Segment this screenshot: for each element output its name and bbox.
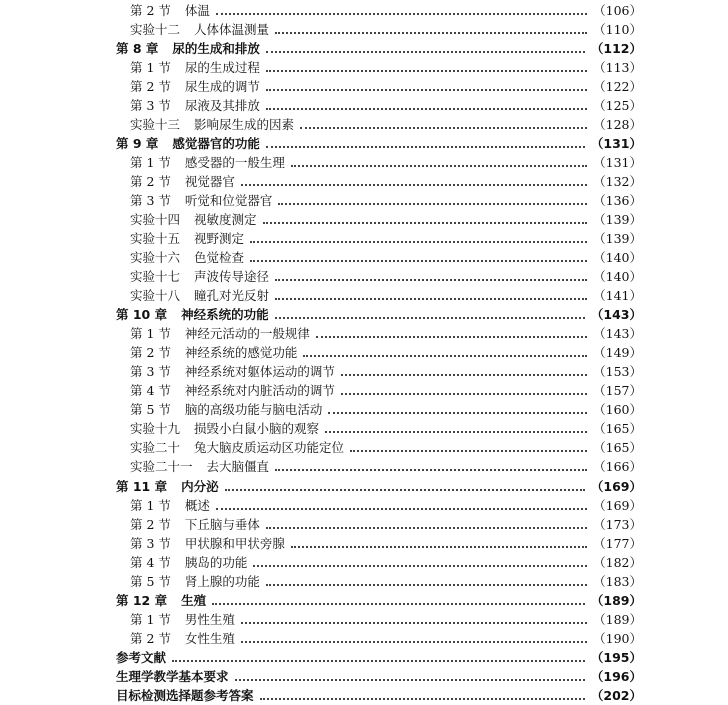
toc-page-number: （128） xyxy=(593,117,642,133)
dot-leader xyxy=(266,88,587,91)
toc-number: 第 2 节 xyxy=(130,630,171,646)
toc-title: 瞳孔对光反射 xyxy=(194,288,270,304)
toc-title: 色觉检查 xyxy=(194,250,245,266)
dot-leader xyxy=(212,602,585,605)
toc-title: 神经系统对内脏活动的调节 xyxy=(184,383,335,399)
dot-leader xyxy=(278,202,587,205)
dot-leader xyxy=(266,526,587,529)
toc-page-number: （202） xyxy=(590,687,642,703)
toc-section-row xyxy=(0,343,728,362)
toc-title: 甲状腺和甲状旁腺 xyxy=(184,535,285,551)
toc-chapter-row xyxy=(0,591,728,610)
toc-number: 第 1 节 xyxy=(130,60,171,76)
toc-chapter-row xyxy=(0,39,728,58)
toc-page-number: （140） xyxy=(593,269,642,285)
toc-label xyxy=(130,96,260,115)
toc-section-row xyxy=(0,96,728,115)
toc-number: 第 2 节 xyxy=(130,3,171,18)
toc-page-number: （177） xyxy=(593,535,642,551)
toc-label xyxy=(130,324,310,343)
dot-leader xyxy=(300,126,587,129)
toc-title: 胰岛的功能 xyxy=(184,554,248,570)
toc-label xyxy=(130,286,269,305)
toc-title: 脑的高级功能与脑电活动 xyxy=(184,402,323,418)
toc-section-row xyxy=(0,191,728,210)
toc-number: 第 5 节 xyxy=(130,402,171,418)
dot-leader xyxy=(275,278,587,281)
toc-label xyxy=(130,362,335,381)
toc-chapter-row xyxy=(0,477,728,496)
toc-number: 第 3 节 xyxy=(130,364,171,380)
toc-title: 听觉和位觉器官 xyxy=(184,193,273,209)
toc-title: 肾上腺的功能 xyxy=(184,573,260,589)
toc-title: 视觉器官 xyxy=(184,174,235,190)
dot-leader xyxy=(341,373,587,376)
dot-leader xyxy=(275,468,587,471)
dot-leader xyxy=(303,354,587,357)
toc-backmatter-row xyxy=(0,648,728,667)
dot-leader xyxy=(263,221,588,224)
toc-page-number: （196） xyxy=(590,668,642,684)
toc-title: 兔大脑皮质运动区功能定位 xyxy=(194,440,345,456)
dot-leader xyxy=(275,297,587,300)
toc-label xyxy=(130,267,269,286)
toc-section-row xyxy=(0,362,728,381)
toc-title: 感受器的一般生理 xyxy=(184,155,285,171)
dot-leader xyxy=(275,316,585,319)
toc-label xyxy=(130,229,244,248)
toc-label xyxy=(130,381,335,400)
toc-title: 神经系统的功能 xyxy=(181,307,269,323)
toc-section-row xyxy=(0,267,728,286)
toc-section-row xyxy=(0,210,728,229)
toc-title: 神经系统对躯体运动的调节 xyxy=(184,364,335,380)
toc-number: 第 9 章 xyxy=(116,136,159,152)
toc-number: 实验十三 xyxy=(130,117,181,133)
toc-page-number: （153） xyxy=(593,364,642,380)
toc-title: 视敏度测定 xyxy=(194,212,257,228)
toc-page-number: （132） xyxy=(593,174,642,190)
toc-backmatter-row xyxy=(0,686,728,705)
dot-leader xyxy=(250,259,587,262)
dot-leader xyxy=(266,69,587,72)
dot-leader xyxy=(253,564,587,567)
toc-page-number: （165） xyxy=(593,421,642,437)
toc-page-number: （143） xyxy=(593,326,642,342)
toc-title: 体温 xyxy=(184,3,210,18)
toc-backmatter-row xyxy=(0,667,728,686)
toc-label xyxy=(130,457,269,476)
toc-page-number: （110） xyxy=(593,22,642,38)
toc-page-number: （125） xyxy=(593,98,642,114)
toc-title: 参考文献 xyxy=(116,649,167,665)
toc-page-number: （141） xyxy=(593,288,642,304)
toc-section-row xyxy=(0,438,728,457)
toc-label xyxy=(116,686,254,705)
toc-label xyxy=(116,591,206,610)
toc-number: 第 1 节 xyxy=(130,497,171,513)
toc-section-row xyxy=(0,324,728,343)
toc-label xyxy=(130,191,272,210)
toc-title: 神经元活动的一般规律 xyxy=(184,326,310,342)
toc-number: 实验十五 xyxy=(130,231,181,247)
toc-number: 第 11 章 xyxy=(116,478,168,494)
toc-title: 神经系统的感觉功能 xyxy=(184,345,298,361)
toc-number: 实验十八 xyxy=(130,288,181,304)
toc-label xyxy=(116,134,260,153)
toc-number: 实验十二 xyxy=(130,22,181,38)
dot-leader xyxy=(241,621,587,624)
toc-page-number: （189） xyxy=(593,611,642,627)
toc-label xyxy=(116,648,166,667)
dot-leader xyxy=(241,640,587,643)
toc-label xyxy=(130,496,210,515)
toc-section-row xyxy=(0,496,728,515)
dot-leader xyxy=(266,107,587,110)
toc-number: 第 3 节 xyxy=(130,535,171,551)
dot-leader xyxy=(266,145,585,148)
toc-label xyxy=(130,610,235,629)
toc-page-number: （106） xyxy=(593,3,642,18)
toc-label xyxy=(130,515,260,534)
toc-number: 实验二十一 xyxy=(130,459,193,475)
toc-section-row xyxy=(0,115,728,134)
dot-leader xyxy=(216,507,587,510)
toc-title: 内分泌 xyxy=(181,478,219,494)
toc-page-number: （139） xyxy=(593,231,642,247)
toc-section-row xyxy=(0,534,728,553)
toc-title: 下丘脑与垂体 xyxy=(184,516,260,532)
toc-section-row xyxy=(0,400,728,419)
toc-title: 声波传导途径 xyxy=(194,269,270,285)
toc-page-number: （140） xyxy=(593,250,642,266)
dot-leader xyxy=(235,678,585,681)
dot-leader xyxy=(250,240,587,243)
toc-page-number: （183） xyxy=(593,573,642,589)
toc-title: 目标检测选择题参考答案 xyxy=(116,687,254,703)
toc-label xyxy=(130,572,260,591)
toc-page-number: （112） xyxy=(590,41,642,57)
toc-section-row xyxy=(0,20,728,39)
toc-number: 第 2 节 xyxy=(130,345,171,361)
toc-label xyxy=(130,115,294,134)
toc-label xyxy=(116,305,269,324)
dot-leader xyxy=(241,183,587,186)
toc-number: 实验十六 xyxy=(130,250,181,266)
toc-number: 第 1 节 xyxy=(130,326,171,342)
toc-label xyxy=(130,153,285,172)
toc-number: 实验十七 xyxy=(130,269,181,285)
toc-label xyxy=(130,58,260,77)
toc-number: 第 4 节 xyxy=(130,554,171,570)
toc-section-row xyxy=(0,77,728,96)
toc-label xyxy=(130,20,269,39)
toc-number: 第 5 节 xyxy=(130,573,171,589)
toc-number: 第 2 节 xyxy=(130,516,171,532)
toc-number: 第 3 节 xyxy=(130,193,171,209)
toc-number: 第 2 节 xyxy=(130,79,171,95)
dot-leader xyxy=(328,411,587,414)
dot-leader xyxy=(216,12,587,15)
toc-label xyxy=(130,419,319,438)
toc-section-row xyxy=(0,419,728,438)
toc-section-row xyxy=(0,553,728,572)
toc-section-row xyxy=(0,457,728,476)
toc-page-number: （131） xyxy=(593,155,642,171)
toc-section-row xyxy=(0,515,728,534)
toc-page-number: （189） xyxy=(590,592,642,608)
toc-title: 生殖 xyxy=(181,592,207,608)
toc-title: 视野测定 xyxy=(194,231,245,247)
toc-page-number: （182） xyxy=(593,554,642,570)
toc-number: 第 8 章 xyxy=(116,41,159,57)
dot-leader xyxy=(341,392,587,395)
toc-section-row xyxy=(0,610,728,629)
toc-number: 第 10 章 xyxy=(116,307,168,323)
toc-number: 第 4 节 xyxy=(130,383,171,399)
toc-label xyxy=(116,39,260,58)
toc-section-row xyxy=(0,58,728,77)
toc-title: 影响尿生成的因素 xyxy=(194,117,295,133)
toc-section-row xyxy=(0,248,728,267)
toc-title: 去大脑僵直 xyxy=(206,459,270,475)
toc-page-number: （195） xyxy=(590,649,642,665)
toc-label xyxy=(130,534,285,553)
toc-section-row xyxy=(0,381,728,400)
toc-label xyxy=(130,343,297,362)
dot-leader xyxy=(172,659,585,662)
toc-title: 女性生殖 xyxy=(184,630,235,646)
dot-leader xyxy=(275,31,587,34)
toc-number: 第 2 节 xyxy=(130,174,171,190)
toc-page-number: （131） xyxy=(590,136,642,152)
toc-title: 损毁小白鼠小脑的观察 xyxy=(194,421,320,437)
toc-title: 尿的生成和排放 xyxy=(172,41,260,57)
toc-label xyxy=(116,667,229,686)
toc-section-row xyxy=(0,172,728,191)
toc-number: 第 1 节 xyxy=(130,155,171,171)
toc-number: 第 3 节 xyxy=(130,98,171,114)
toc-label xyxy=(130,1,210,20)
toc-number: 实验十九 xyxy=(130,421,181,437)
toc-label xyxy=(130,172,235,191)
dot-leader xyxy=(316,335,587,338)
toc-label xyxy=(130,400,322,419)
toc-page-number: （157） xyxy=(593,383,642,399)
toc-section-row xyxy=(0,572,728,591)
toc-section-row xyxy=(0,1,728,20)
toc-title: 感觉器官的功能 xyxy=(172,136,260,152)
toc-page-number: （169） xyxy=(590,478,642,494)
toc-section-row xyxy=(0,153,728,172)
toc-number: 实验二十 xyxy=(130,440,181,456)
toc-number: 实验十四 xyxy=(130,212,181,228)
toc-title: 概述 xyxy=(184,497,210,513)
dot-leader xyxy=(266,50,585,53)
toc-number: 第 12 章 xyxy=(116,592,168,608)
toc-chapter-row xyxy=(0,305,728,324)
dot-leader xyxy=(225,488,585,491)
toc-label xyxy=(130,248,244,267)
dot-leader xyxy=(325,430,587,433)
toc-page-number: （166） xyxy=(593,459,642,475)
toc-page-number: （136） xyxy=(593,193,642,209)
toc-page-number: （165） xyxy=(593,440,642,456)
toc-page-number: （160） xyxy=(593,402,642,418)
toc-title: 尿液及其排放 xyxy=(184,98,260,114)
toc-page-number: （169） xyxy=(593,497,642,513)
toc-page-number: （190） xyxy=(593,630,642,646)
toc-title: 男性生殖 xyxy=(184,611,235,627)
toc-chapter-row xyxy=(0,134,728,153)
toc-section-row xyxy=(0,286,728,305)
toc-label xyxy=(130,629,235,648)
toc-label xyxy=(130,77,260,96)
toc-title: 尿的生成过程 xyxy=(184,60,260,76)
dot-leader xyxy=(291,545,587,548)
dot-leader xyxy=(266,583,587,586)
toc-section-row xyxy=(0,629,728,648)
toc-label xyxy=(130,210,257,229)
toc-page-number: （113） xyxy=(593,60,642,76)
toc-number: 第 1 节 xyxy=(130,611,171,627)
toc-title: 人体体温测量 xyxy=(194,22,270,38)
toc-page-number: （122） xyxy=(593,79,642,95)
dot-leader xyxy=(350,449,587,452)
toc-label xyxy=(130,438,344,457)
toc-title: 生理学教学基本要求 xyxy=(116,668,229,684)
dot-leader xyxy=(291,164,587,167)
toc-label xyxy=(130,553,247,572)
dot-leader xyxy=(260,697,585,700)
toc-page-number: （143） xyxy=(590,307,642,323)
toc-page-number: （173） xyxy=(593,516,642,532)
toc-title: 尿生成的调节 xyxy=(184,79,260,95)
toc-page-number: （139） xyxy=(593,212,642,228)
toc-page-number: （149） xyxy=(593,345,642,361)
toc-section-row xyxy=(0,229,728,248)
toc-label xyxy=(116,477,219,496)
